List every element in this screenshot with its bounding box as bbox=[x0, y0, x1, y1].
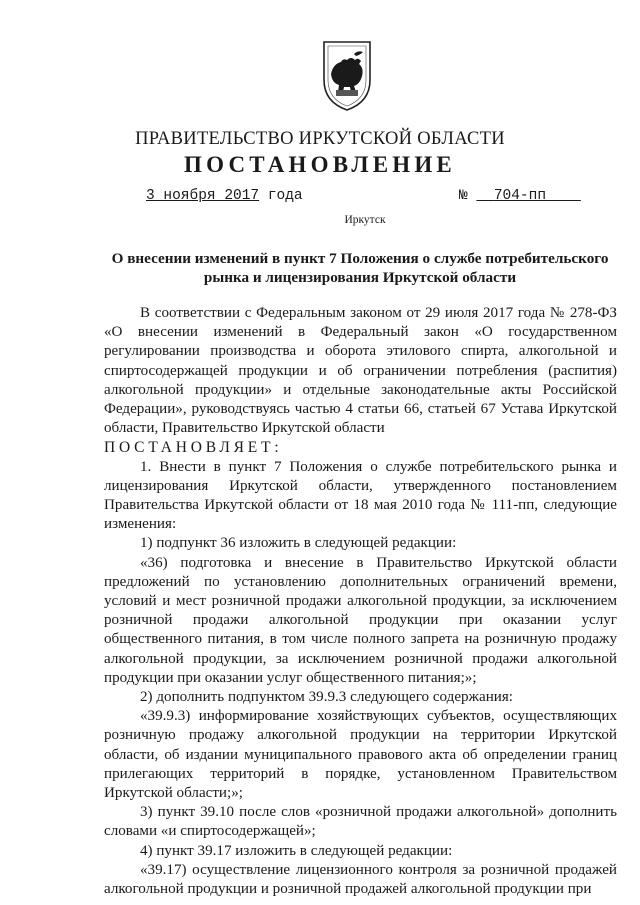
document-number bbox=[459, 188, 581, 204]
number-value: 704-пп bbox=[493, 188, 547, 204]
paragraph-quote-39-17: «39.17) осуществление лицензионного контроля за розничной продажей алкогольной продукции и розничной продажей алкогольной продукции при bbox=[104, 861, 617, 898]
paragraph-subitem-2: 2) дополнить подпунктом 39.9.3 следующего содержания: bbox=[140, 689, 513, 706]
document-type: ПОСТАНОВЛЕНИЕ bbox=[184, 152, 456, 177]
preamble-paragraph: В соответствии с Федеральным законом от 29 июля 2017 года № 278-ФЗ «О внесении изменений в Федеральный закон «О государственном регулировании производства и оборота этилового спирта, алкогольной и спиртосодержащей продукции и об ограничении потребления (распития) алкогольной продукции» и отдельные законодательные акты Российской Федерации», руководствуясь частью 4 статьи 66, статьей 67 Устава Иркутской области, Правительство Иркутской области bbox=[104, 305, 617, 437]
number-label: № bbox=[459, 188, 468, 204]
paragraph-subitem-1: 1) подпункт 36 изложить в следующей редакции: bbox=[140, 535, 457, 552]
date-value: 3 ноября 2017 bbox=[146, 188, 260, 204]
document-body bbox=[104, 304, 617, 899]
date-suffix: года bbox=[267, 188, 303, 204]
paragraph-subitem-4: 4) пункт 39.17 изложить в следующей редакции: bbox=[140, 842, 453, 859]
document-title: О внесении изменений в пункт 7 Положения о службе потребительского рынка и лицензирования Иркутской области bbox=[111, 250, 609, 286]
paragraph-item-1: 1. Внести в пункт 7 Положения о службе потребительского рынка и лицензирования Иркутской области, утвержденного постановлением Правительства Иркутской области от 18 мая 2010 года № 111-пп, следующие изменения: bbox=[104, 458, 617, 533]
paragraph-subitem-3: 3) пункт 39.10 после слов «розничной продажи алкогольной» дополнить словами «и спиртосодержащей»; bbox=[104, 804, 617, 840]
document-city: Иркутск bbox=[344, 214, 386, 226]
paragraph-quote-39-9-3: «39.9.3) информирование хозяйствующих субъектов, осуществляющих розничную продажу алкогольной продукции на территории Иркутской области, об издании муниципального правового акта об определении границ прилегающих территорий в порядке, установленном Правительством Иркутской области;»; bbox=[104, 708, 617, 802]
irkutsk-coat-of-arms-icon bbox=[318, 40, 376, 112]
document-date bbox=[146, 188, 303, 204]
government-name: ПРАВИТЕЛЬСТВО ИРКУТСКОЙ ОБЛАСТИ bbox=[135, 129, 505, 149]
paragraph-quote-36: «36) подготовка и внесение в Правительство Иркутской области предложений по установлению дополнительных ограничений времени, условий и мест розничной продажи алкогольной продукции, за исключением розничной продажи алкогольной продукции при оказании услуг общественного питания, в том числе полного запрета на розничную продажу алкогольной продукции, за исключением розничной продажи алкогольной продукции при оказании услуг общественного питания;»; bbox=[104, 554, 617, 686]
resolves-heading: ПОСТАНОВЛЯЕТ: bbox=[104, 439, 283, 457]
